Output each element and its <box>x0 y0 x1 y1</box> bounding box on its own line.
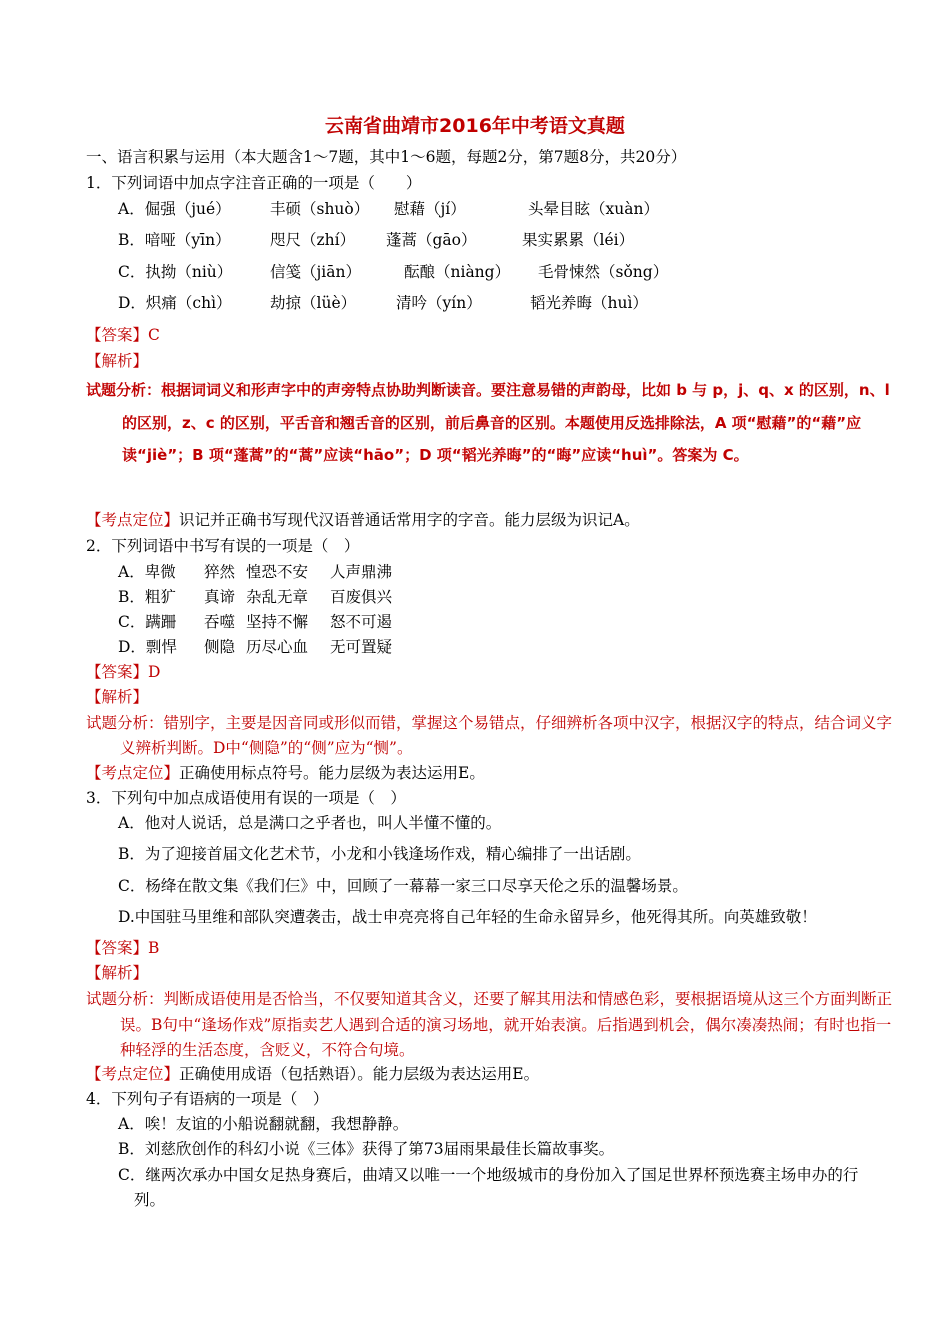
q1-option-b <box>118 229 634 251</box>
option-word: 猝然 <box>204 563 236 581</box>
option-word: B．喑哑（yīn） <box>118 231 231 249</box>
option-word: D．剽悍 <box>118 638 177 656</box>
q1-option-c <box>118 261 668 283</box>
option-word: 百废俱兴 <box>330 588 393 606</box>
q3-answer <box>86 937 159 959</box>
section-heading: 一、语言积累与运用（本大题含1～7题，其中1～6题，每题2分，第7题8分，共20分） <box>86 148 687 166</box>
q2-point <box>86 762 485 784</box>
point-label: 【考点定位】 <box>86 1065 180 1083</box>
answer-value: B <box>148 939 160 957</box>
option-word: 头晕目眩（xuàn） <box>528 200 659 218</box>
page-title: 云南省曲靖市2016年中考语文真题 <box>325 115 625 137</box>
point-text: 正确使用标点符号。能力层级为表达运用E。 <box>179 764 485 782</box>
option-word: 人声鼎沸 <box>330 563 393 581</box>
option-word: B．粗犷 <box>118 588 176 606</box>
answer-value: D <box>148 663 161 681</box>
q2-option-a <box>118 561 392 583</box>
q1-answer <box>86 324 160 346</box>
option-word: 酝酿（niàng） <box>404 263 511 281</box>
q1-point <box>86 509 640 531</box>
option-word: 毛骨悚然（sǒng） <box>538 263 669 281</box>
option-word: 惶恐不安 <box>246 563 309 581</box>
q2-answer <box>86 661 160 683</box>
q4-option-a: A．唉！友谊的小船说翻就翻，我想静静。 <box>118 1115 409 1133</box>
option-word: 咫尺（zhí） <box>270 231 356 249</box>
q1-stem: 1．下列词语中加点字注音正确的一项是（ ） <box>86 174 422 192</box>
option-word: 韬光养晦（huì） <box>530 294 648 312</box>
answer-value: C <box>148 326 160 344</box>
option-word: 吞噬 <box>204 613 236 631</box>
q3-stem: 3．下列句中加点成语使用有误的一项是（ ） <box>86 789 406 807</box>
point-label: 【考点定位】 <box>86 511 180 529</box>
q3-analysis-label: 【解析】 <box>86 964 149 982</box>
answer-label: 【答案】 <box>86 326 149 344</box>
q2-option-c <box>118 611 392 633</box>
answer-label: 【答案】 <box>86 663 149 681</box>
option-word: 杂乱无章 <box>246 588 309 606</box>
option-word: 劫掠（lüè） <box>270 294 357 312</box>
option-word: C．执拗（niù） <box>118 263 233 281</box>
q3-option-c: C．杨绛在散文集《我们仨》中，回顾了一幕幕一家三口尽享天伦之乐的温馨场景。 <box>118 877 688 895</box>
q3-option-b: B．为了迎接首届文化艺术节，小龙和小钱逢场作戏，精心编排了一出话剧。 <box>118 845 641 863</box>
q2-option-b <box>118 586 392 608</box>
q1-analysis-text: 试题分析：根据词词义和形声字中的声旁特点协助判断读音。要注意易错的声韵母，比如 b 与 p，j、q、x 的区别，n、l 的区别，z、c 的区别，平舌音和翘舌音的区别，前后鼻音的区别。本题使用反选排除法，A 项“慰藉”的“藉”应读“jiè”；B 项“蓬蒿”的“蒿”应读“hāo”；D 项“韬光养晦”的“晦”应读“huì”。答案为 C。 <box>86 381 890 464</box>
q3-option-d: D.中国驻马里维和部队突遭袭击，战士申亮亮将自己年轻的生命永留异乡，他死得其所。向英雄致敬！ <box>118 908 817 926</box>
answer-label: 【答案】 <box>86 939 149 957</box>
q4-option-c: C．继两次承办中国女足热身赛后，曲靖又以唯一一个地级城市的身份加入了国足世界杯预选赛主场申办的行列。 <box>118 1166 859 1209</box>
option-word: 真谛 <box>204 588 236 606</box>
option-word: C．蹒跚 <box>118 613 177 631</box>
q1-analysis-label: 【解析】 <box>86 352 149 370</box>
option-word: A．卑微 <box>118 563 176 581</box>
option-word: 坚持不懈 <box>246 613 309 631</box>
q3-option-a: A．他对人说话，总是满口之乎者也，叫人半懂不懂的。 <box>118 814 502 832</box>
point-label: 【考点定位】 <box>86 764 180 782</box>
option-word: 清吟（yín） <box>396 294 482 312</box>
option-word: 侧隐 <box>204 638 236 656</box>
option-word: 怒不可遏 <box>330 613 393 631</box>
q2-analysis-label: 【解析】 <box>86 688 149 706</box>
option-word: 丰硕（shuò） <box>270 200 370 218</box>
option-word: 历尽心血 <box>246 638 309 656</box>
option-word: 无可置疑 <box>330 638 393 656</box>
q3-point <box>86 1063 539 1085</box>
q4-option-b: B．刘慈欣创作的科幻小说《三体》获得了第73届雨果最佳长篇故事奖。 <box>118 1140 615 1158</box>
point-text: 正确使用成语（包括熟语）。能力层级为表达运用E。 <box>179 1065 540 1083</box>
q1-option-d <box>118 292 648 314</box>
q2-analysis-text: 试题分析：错别字，主要是因音同或形似而错，掌握这个易错点，仔细辨析各项中汉字，根据汉字的特点，结合词义字义辨析判断。D中“侧隐”的“侧”应为“恻”。 <box>86 714 893 757</box>
option-word: A．倔强（jué） <box>118 200 231 218</box>
option-word: D．炽痛（chì） <box>118 294 232 312</box>
q2-option-d <box>118 636 392 658</box>
q3-analysis-text: 试题分析：判断成语使用是否恰当，不仅要知道其含义，还要了解其用法和情感色彩，要根据语境从这三个方面判断正误。B句中“逢场作戏”原指卖艺人遇到合适的演习场地，就开始表演。后指遇到机会，偶尔凑凑热闹；有时也指一种轻浮的生活态度，含贬义，不符合句境。 <box>86 990 893 1059</box>
option-word: 慰藉（jí） <box>394 200 466 218</box>
q4-stem: 4．下列句子有语病的一项是（ ） <box>86 1090 329 1108</box>
option-word: 蓬蒿（gāo） <box>386 231 477 249</box>
point-text: 识记并正确书写现代汉语普通话常用字的字音。能力层级为识记A。 <box>179 511 640 529</box>
q2-stem: 2．下列词语中书写有误的一项是（ ） <box>86 537 360 555</box>
option-word: 信笺（jiān） <box>270 263 361 281</box>
option-word: 果实累累（léi） <box>522 231 635 249</box>
q1-option-a <box>118 198 659 220</box>
